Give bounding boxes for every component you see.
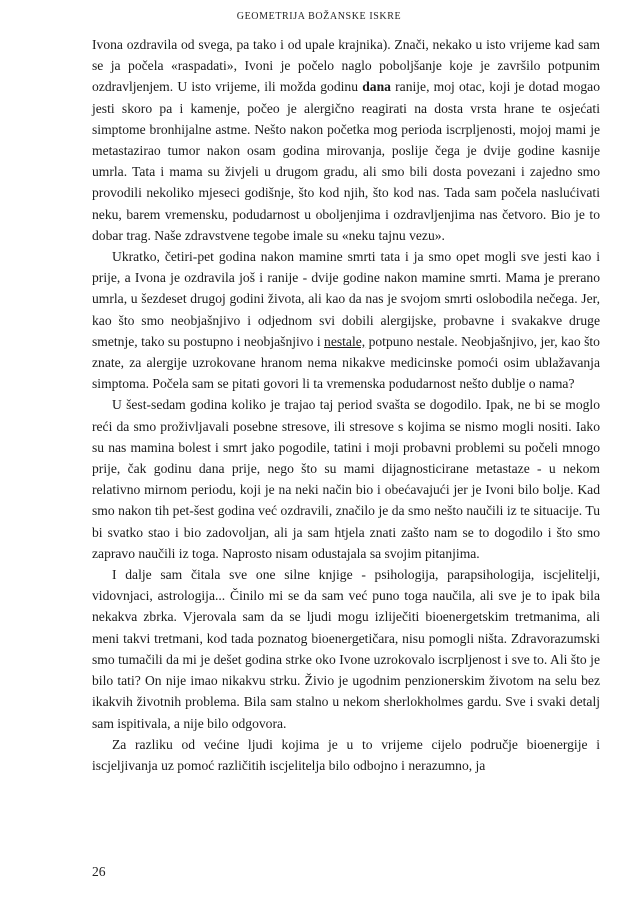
paragraph bbox=[92, 564, 600, 734]
running-header: GEOMETRIJA BOŽANSKE ISKRE bbox=[236, 11, 402, 22]
paragraph bbox=[92, 734, 600, 776]
page-number: 26 bbox=[92, 864, 106, 879]
paragraph bbox=[92, 34, 600, 246]
body-text bbox=[92, 34, 600, 776]
text-bold: dana bbox=[362, 79, 391, 95]
text-underline: nestale, bbox=[324, 333, 366, 349]
paragraph bbox=[92, 394, 600, 564]
text-run: ranije, moj otac, koji je dotad mogao jesti skoro pa i kamenje, počeo je alergično reagirati na dosta vrsta hrane te osjećati simptome bronhijalne astme. Nešto nakon početka mog perioda iscrpljenosti, mojoj mami je metastazirao tumor nakon osam godina mirovanja, poslije čega je dvije godine kasnije umrla. Tata i mama su živjeli u drugom gradu, ali smo bili dosta povezani i zajedno smo provodili nekoliko mjeseci godišnje, što kod njih, što kod nas. Tada sam počela naslućivati neku, barem vremensku, podudarnost u oboljenjima i ozdravljenjima nas četvoro. Bio je to dobar trag. Naše zdravstvene tegobe imale su «neku tajnu vezu». bbox=[92, 79, 600, 243]
text-run: Ukratko, četiri-pet godina nakon mamine smrti tata i ja smo opet mogli sve jesti kao i prije, a Ivona je ozdravila još i ranije - dvije godine nakon mamine smrti. Mama je prerano umrla, u šezdeset drugoj godini života, ali kao da nas je svojom smrti oslobodila nečega. Jer, kao što smo neobjašnjivo i odjednom svi dobili alergijske, probavne i svakakve druge smetnje, tako su postupno i neobjašnjivo i bbox=[92, 249, 600, 349]
paragraph bbox=[92, 246, 600, 394]
text-run: Za razliku od većine ljudi kojima je u to vrijeme cijelo područje bioenergije i iscjeljivanja uz pomoć različitih iscjelitelja bilo odbojno i nerazumno, ja bbox=[92, 736, 600, 773]
text-run: Ivona ozdravila od svega, pa tako i od upale krajnika). Znači, nekako u isto vrijeme kad sam se ja počela «raspadati», Ivoni je počelo naglo poboljšanje koje je završilo potpunim ozdravljenjem. U isto vrijeme, ili možda godinu bbox=[92, 37, 600, 95]
text-run: I dalje sam čitala sve one silne knjige - psihologija, parapsihologija, iscjelitelji, vidovnjaci, astrologija... Činilo mi se da sam već puno toga naučila, ali sve je to ipak bila nekakva zbrka. Vjerovala sam da se ljudi mogu izliječiti bioenergetskim tretmanima, ali meni takvi tretmani, kod tada poznatog bioenergetičara, nisu pomogli ništa. Zdravorazumski smo tumačili da mi je dešet godina strke oko Ivone uzrokovalo iscrpljenost i sve to. Ali što je bilo tati? On nije imao nikakvu strku. Živio je ugodnim penzionerskim životom na selu bez ikakvih životnih problema. Bila sam stalno u nekom sherlokholmes gardu. Sve i svaki detalj sam ispitivala, a nije bilo odgovora. bbox=[92, 567, 600, 731]
text-run: potpuno nestale. Neobjašnjivo, jer, kao što znate, za alergije uzrokovane hranom nema nikakve medicinske pomoći osim ublažavanja simptoma. Počela sam se pitati govori li ta vremenska podudarnost nešto dublje o nama? bbox=[92, 333, 600, 392]
text-run: U šest-sedam godina koliko je trajao taj period svašta se dogodilo. Ipak, ne bi se moglo reći da smo proživljavali posebne stresove, ili stresove s kojima se nismo mogli nositi. Iako su nas mamina bolest i smrt jako pogodile, tatini i moji probavni problemi su počeli mnogo prije, čak godinu dana prije, nego što su mami dijagnosticirane metastaze - u nekom relativno mirnom periodu, koji je na neki način bio i obećavajući jer je Ivoni bilo bolje. Kad smo nakon tih pet-šest godina već ozdravili, značilo je da smo nešto naučili iz te situacije. Tu bi svatko stao i bio zadovoljan, ali ja sam htjela znati zašto nam se to dogodilo i što smo zapravo naučili iz toga. Naprosto nisam odustajala sa svojim pitanjima. bbox=[92, 397, 600, 561]
